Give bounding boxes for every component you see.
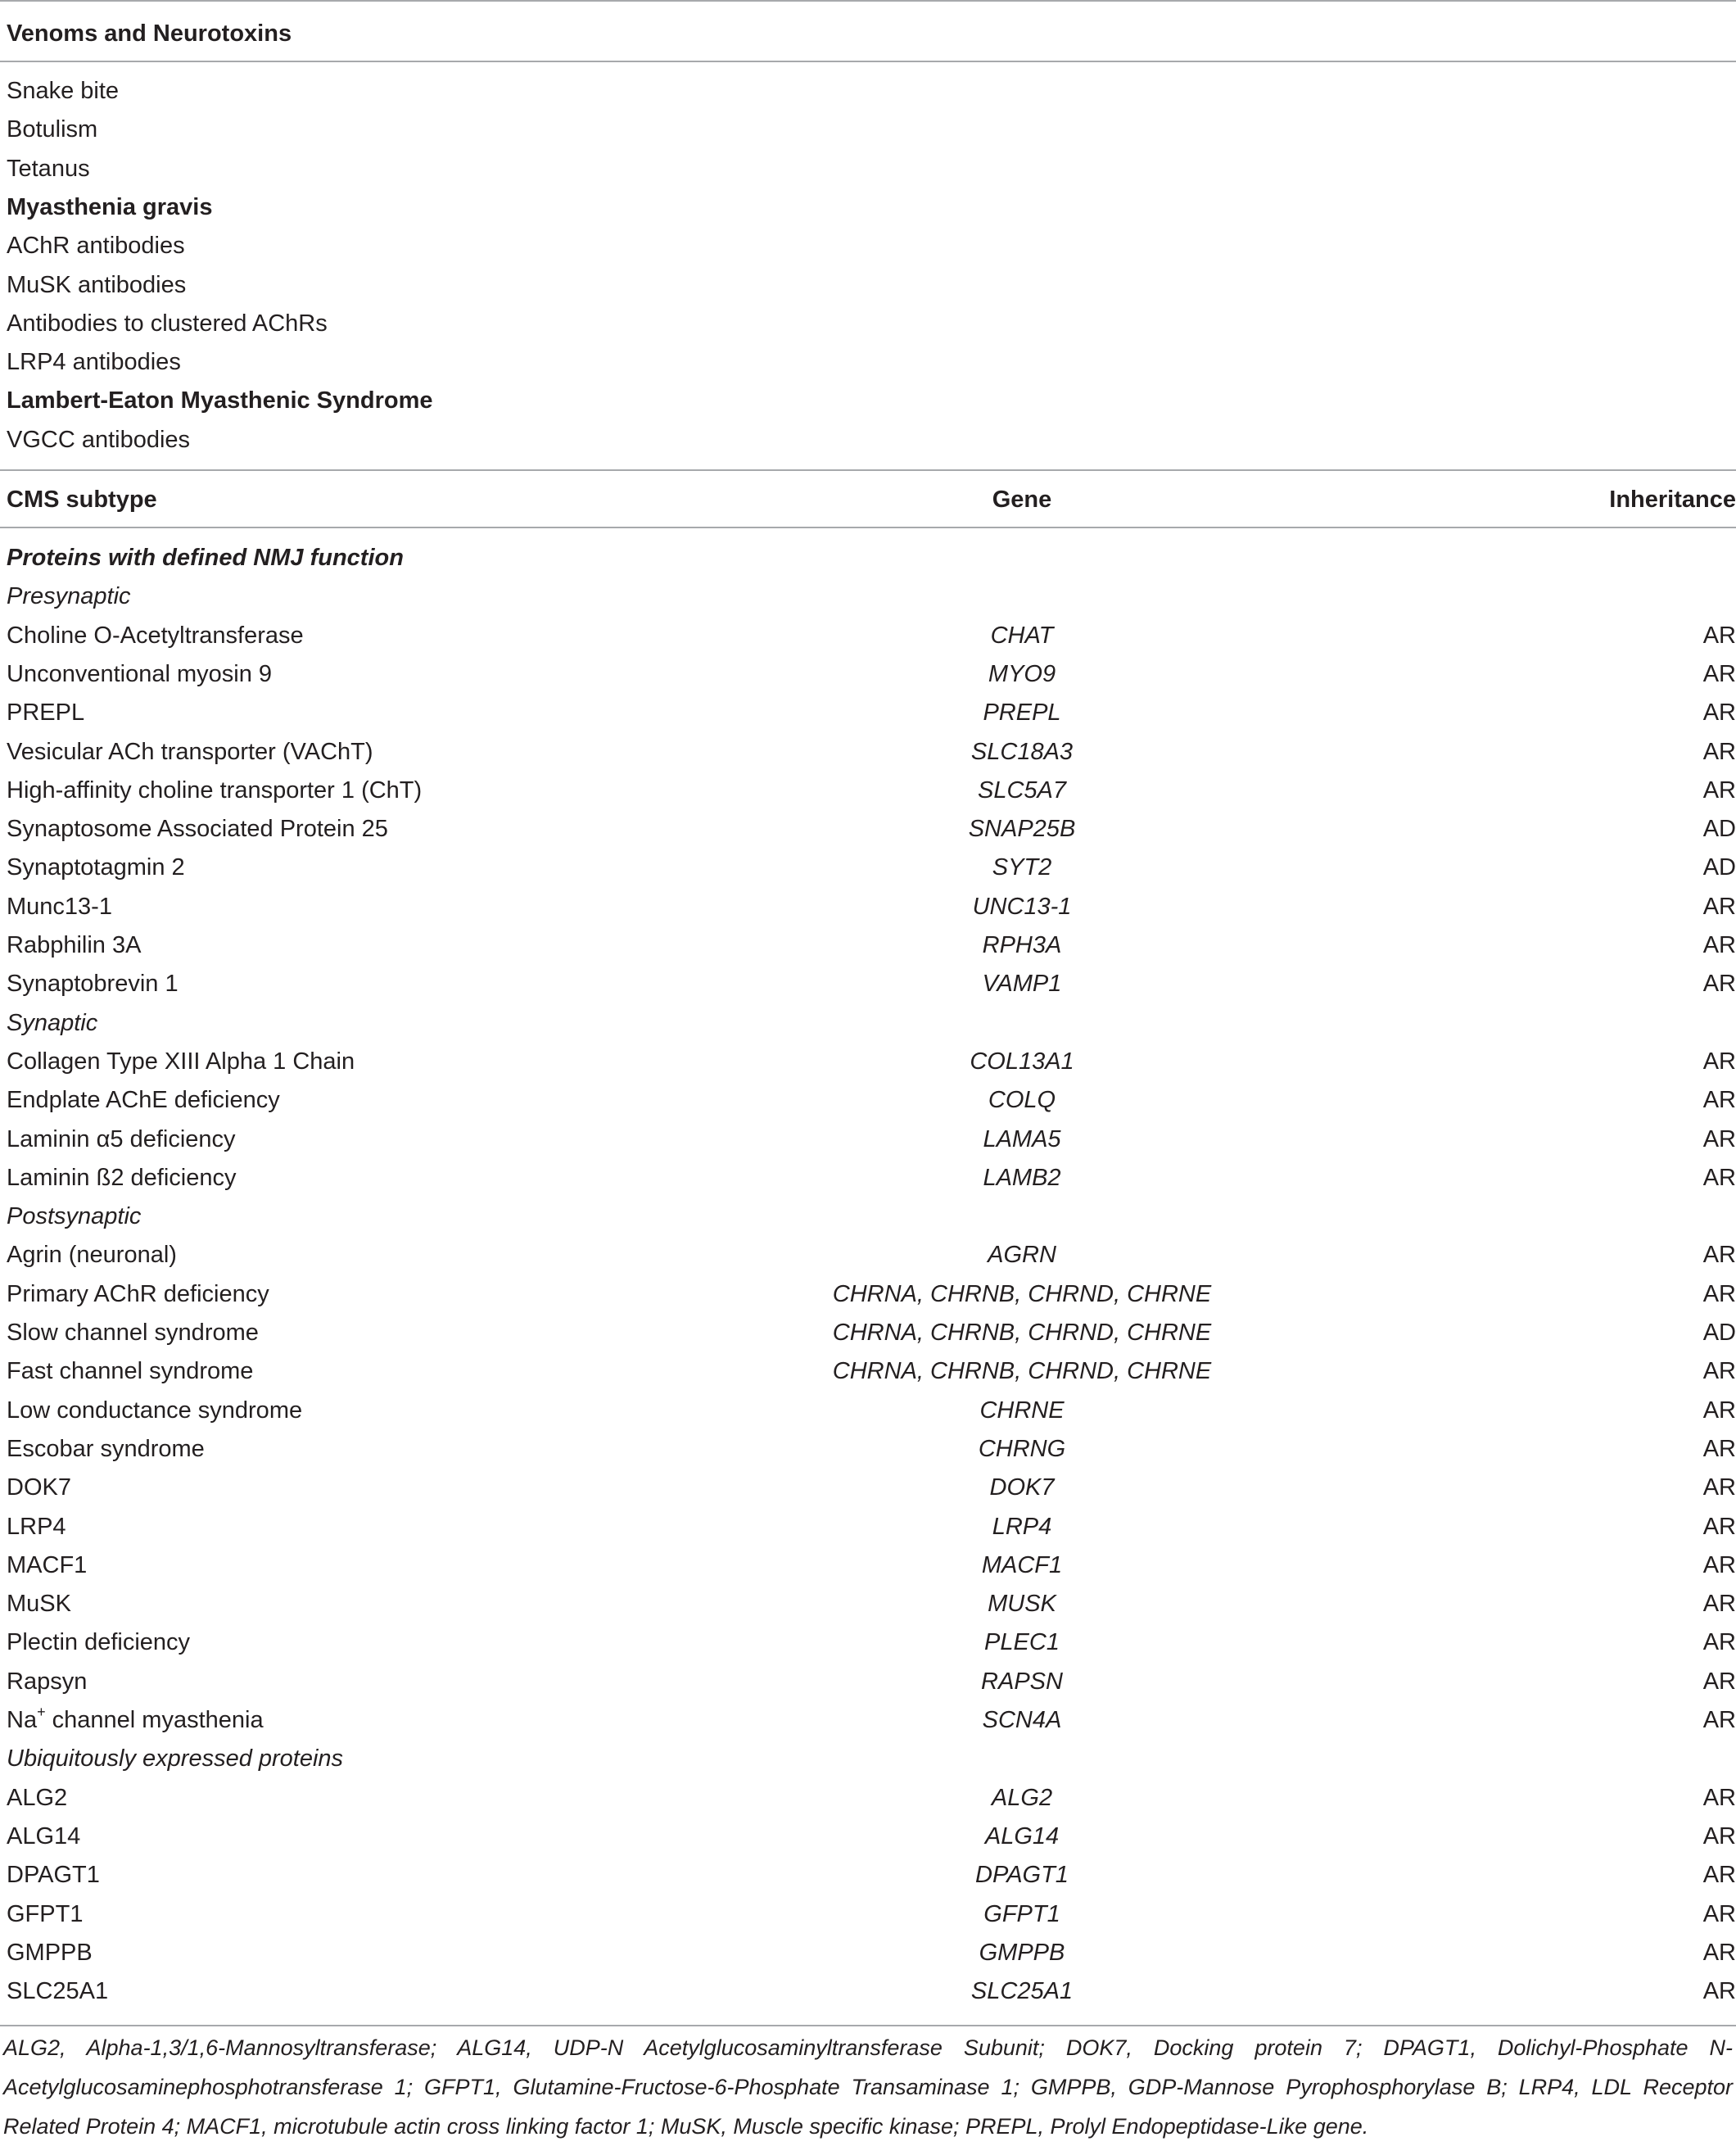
cell-gene: SCN4A <box>982 1707 1062 1733</box>
upper-list-label: VGCC antibodies <box>7 426 191 453</box>
table-row <box>0 1700 1736 1740</box>
table-row <box>0 1158 1736 1198</box>
cell-inheritance: AR <box>1702 1591 1736 1618</box>
cell-cms-subtype: Munc13-1 <box>7 893 112 920</box>
cell-cms-subtype: Na+ channel myasthenia <box>7 1704 264 1733</box>
cell-cms-subtype: Agrin (neuronal) <box>7 1242 177 1269</box>
upper-section-title: Venoms and Neurotoxins <box>7 20 292 47</box>
cell-inheritance: AR <box>1702 932 1736 958</box>
cell-inheritance: AR <box>1702 1862 1736 1889</box>
table-row <box>0 848 1736 887</box>
cell-gene: CHRNA, CHRNB, CHRND, CHRNE <box>832 1280 1212 1307</box>
cell-inheritance: AR <box>1702 1164 1736 1191</box>
cell-cms-subtype: DOK7 <box>7 1474 71 1501</box>
table-row <box>0 1120 1736 1159</box>
cell-gene: LAMA5 <box>983 1125 1061 1152</box>
table-row <box>0 771 1736 810</box>
table-row <box>0 1662 1736 1701</box>
cell-gene: LAMB2 <box>983 1164 1061 1191</box>
subsection-heading: Postsynaptic <box>7 1203 142 1230</box>
upper-list-label: AChR antibodies <box>7 233 185 260</box>
cell-inheritance: AR <box>1702 1513 1736 1540</box>
section-heading: Proteins with defined NMJ function <box>7 545 404 571</box>
cell-cms-subtype: Synaptosome Associated Protein 25 <box>7 816 388 843</box>
cell-inheritance: AR <box>1702 1939 1736 1966</box>
upper-section-title-row <box>0 14 1736 53</box>
table-row <box>0 732 1736 772</box>
table-row <box>0 1972 1736 2011</box>
upper-title-rule <box>0 61 1736 62</box>
upper-list-label: MuSK antibodies <box>7 271 187 298</box>
table-row <box>0 1933 1736 1972</box>
table-bottom-rule <box>0 2025 1736 2026</box>
table-row <box>0 964 1736 1003</box>
subsection-heading-row <box>0 1003 1736 1043</box>
cell-cms-subtype: ALG14 <box>7 1822 81 1849</box>
subsection-heading: Synaptic <box>7 1009 98 1036</box>
upper-list-heading: Myasthenia gravis <box>7 193 213 220</box>
cell-gene: CHRNA, CHRNB, CHRND, CHRNE <box>832 1358 1212 1385</box>
table-row <box>0 1080 1736 1120</box>
cell-gene: LRP4 <box>992 1513 1052 1540</box>
upper-list-item <box>0 110 1736 149</box>
cell-gene: AGRN <box>988 1242 1056 1269</box>
header-gene: Gene <box>992 487 1052 513</box>
table-row <box>0 809 1736 849</box>
cell-inheritance: AR <box>1702 1822 1736 1849</box>
cell-cms-subtype: MACF1 <box>7 1551 88 1578</box>
cell-inheritance: AR <box>1702 1707 1736 1733</box>
cell-cms-subtype: ALG2 <box>7 1784 68 1811</box>
upper-list-item <box>0 265 1736 305</box>
section-heading-row <box>0 538 1736 577</box>
upper-list-label: LRP4 antibodies <box>7 349 181 376</box>
cell-cms-subtype: Fast channel syndrome <box>7 1358 254 1385</box>
top-rule <box>0 0 1736 2</box>
cell-inheritance: AR <box>1702 1280 1736 1307</box>
subsection-heading: Presynaptic <box>7 583 131 610</box>
table-row <box>0 1584 1736 1623</box>
upper-list-label: Botulism <box>7 116 98 143</box>
cell-inheritance: AR <box>1702 699 1736 727</box>
upper-list-label: Snake bite <box>7 78 120 104</box>
cell-inheritance: AD <box>1702 1320 1736 1346</box>
upper-list-item <box>0 226 1736 265</box>
cell-cms-subtype: LRP4 <box>7 1513 66 1540</box>
cell-gene: MUSK <box>988 1591 1056 1618</box>
cell-inheritance: AR <box>1702 1242 1736 1269</box>
cell-inheritance: AR <box>1702 1551 1736 1578</box>
table-row <box>0 1855 1736 1895</box>
header-bottom-rule <box>0 527 1736 528</box>
cell-cms-subtype: Escobar syndrome <box>7 1435 205 1462</box>
cell-gene: ALG14 <box>984 1822 1060 1849</box>
cell-inheritance: AR <box>1702 1668 1736 1695</box>
cell-cms-subtype: Rapsyn <box>7 1668 88 1695</box>
table-row <box>0 1817 1736 1856</box>
cell-gene: CHAT <box>990 622 1054 649</box>
table-row <box>0 616 1736 655</box>
cell-gene: UNC13-1 <box>972 893 1072 920</box>
cell-inheritance: AR <box>1702 1474 1736 1501</box>
cell-gene: MACF1 <box>981 1551 1063 1578</box>
cell-gene: SYT2 <box>992 854 1052 881</box>
table-row <box>0 1274 1736 1314</box>
cell-cms-subtype: Choline O-Acetyltransferase <box>7 622 304 649</box>
subsection-heading-row <box>0 577 1736 616</box>
table-row <box>0 1351 1736 1391</box>
table-row <box>0 1546 1736 1585</box>
upper-list-item <box>0 149 1736 188</box>
cell-cms-subtype: Synaptobrevin 1 <box>7 971 179 998</box>
cell-gene: MYO9 <box>988 660 1056 687</box>
subsection-heading: Ubiquitously expressed proteins <box>7 1745 344 1772</box>
header-top-rule <box>0 469 1736 471</box>
cell-inheritance: AR <box>1702 1397 1736 1424</box>
cell-gene: RAPSN <box>981 1668 1063 1695</box>
table-row <box>0 693 1736 732</box>
cell-cms-subtype: GFPT1 <box>7 1900 84 1927</box>
upper-list-item <box>0 304 1736 343</box>
upper-list-item <box>0 188 1736 227</box>
cell-cms-subtype: Primary AChR deficiency <box>7 1280 269 1307</box>
cell-gene: GMPPB <box>979 1939 1065 1966</box>
cms-header-row <box>0 480 1736 519</box>
cell-gene: CHRNG <box>978 1435 1066 1462</box>
upper-list-item <box>0 71 1736 111</box>
cell-cms-subtype: Synaptotagmin 2 <box>7 854 185 881</box>
cell-inheritance: AR <box>1702 1629 1736 1656</box>
table-row <box>0 1313 1736 1352</box>
cell-gene: SLC25A1 <box>970 1978 1074 2005</box>
table-footnote: ALG2, Alpha-1,3/1,6-Mannosyltransferase; ALG14, UDP-N Acetylglucosaminyltransferase Subunit; DOK7, Docking protein 7; DPAGT1, Dolichyl-Phosphate N-Acetylglucosaminephosphotransferase 1; GFPT1, Glutamine-Fructose-6-Phosphate Transaminase 1; GMPPB, GDP-Mannose Pyrophosphorylase B; LRP4, LDL Receptor Related Protein 4; MACF1, microtubule actin cross linking factor 1; MuSK, Muscle specific kinase; PREPL, Prolyl Endopeptidase-Like gene. <box>3 2035 1733 2139</box>
cell-inheritance: AR <box>1702 1358 1736 1385</box>
cell-gene: ALG2 <box>991 1784 1053 1811</box>
cell-gene: DOK7 <box>989 1474 1055 1501</box>
cell-cms-subtype: Low conductance syndrome <box>7 1397 303 1424</box>
cell-gene: PLEC1 <box>984 1629 1060 1656</box>
cell-gene: SNAP25B <box>968 816 1076 843</box>
table-row <box>0 1507 1736 1546</box>
cell-inheritance: AR <box>1702 1087 1736 1114</box>
cell-cms-subtype: GMPPB <box>7 1939 93 1966</box>
cell-cms-subtype: SLC25A1 <box>7 1978 109 2005</box>
cell-cms-subtype: Vesicular ACh transporter (VAChT) <box>7 738 373 765</box>
upper-list-item <box>0 342 1736 382</box>
cell-cms-subtype: PREPL <box>7 699 85 727</box>
cell-inheritance: AR <box>1702 1900 1736 1927</box>
table-row <box>0 1623 1736 1662</box>
cell-cms-subtype: Endplate AChE deficiency <box>7 1087 280 1114</box>
cell-inheritance: AD <box>1702 816 1736 843</box>
cell-gene: DPAGT1 <box>975 1862 1069 1889</box>
header-inheritance: Inheritance <box>1609 487 1736 513</box>
cell-cms-subtype: Slow channel syndrome <box>7 1320 259 1346</box>
table-row <box>0 1895 1736 1934</box>
cell-inheritance: AR <box>1702 738 1736 765</box>
cell-gene: CHRNE <box>979 1397 1065 1424</box>
table-row <box>0 1429 1736 1469</box>
cell-inheritance: AR <box>1702 971 1736 998</box>
cell-gene: CHRNA, CHRNB, CHRND, CHRNE <box>832 1320 1212 1346</box>
cell-gene: COL13A1 <box>970 1048 1074 1075</box>
cell-inheritance: AR <box>1702 622 1736 649</box>
cell-gene: COLQ <box>988 1087 1056 1114</box>
cell-cms-subtype: High-affinity choline transporter 1 (ChT) <box>7 776 423 804</box>
cell-inheritance: AR <box>1702 1048 1736 1075</box>
table-row <box>0 1468 1736 1507</box>
upper-list-heading: Lambert-Eaton Myasthenic Syndrome <box>7 387 433 414</box>
table-row <box>0 887 1736 926</box>
table-row <box>0 1778 1736 1818</box>
cell-gene: GFPT1 <box>983 1900 1060 1927</box>
cell-cms-subtype: Plectin deficiency <box>7 1629 191 1656</box>
upper-list-label: Antibodies to clustered AChRs <box>7 310 328 337</box>
cell-cms-subtype: Unconventional myosin 9 <box>7 660 273 687</box>
cell-cms-subtype: Laminin ß2 deficiency <box>7 1164 237 1191</box>
cell-inheritance: AR <box>1702 660 1736 687</box>
cell-inheritance: AR <box>1702 893 1736 920</box>
table-row <box>0 1235 1736 1274</box>
cell-cms-subtype: DPAGT1 <box>7 1862 100 1889</box>
table-row <box>0 926 1736 965</box>
upper-list-item <box>0 420 1736 460</box>
table-row <box>0 1042 1736 1081</box>
upper-list-label: Tetanus <box>7 155 90 182</box>
subsection-heading-row <box>0 1197 1736 1236</box>
cell-inheritance: AR <box>1702 1435 1736 1462</box>
header-cms-subtype: CMS subtype <box>7 487 157 513</box>
table-row <box>0 1391 1736 1430</box>
subsection-heading-row <box>0 1739 1736 1778</box>
cell-inheritance: AR <box>1702 776 1736 804</box>
cell-inheritance: AR <box>1702 1125 1736 1152</box>
cell-cms-subtype: Collagen Type XIII Alpha 1 Chain <box>7 1048 355 1075</box>
cell-inheritance: AR <box>1702 1978 1736 2005</box>
cell-cms-subtype: Laminin α5 deficiency <box>7 1125 236 1152</box>
cell-gene: SLC18A3 <box>970 738 1074 765</box>
cell-gene: SLC5A7 <box>977 776 1067 804</box>
upper-list-item <box>0 381 1736 420</box>
table-row <box>0 654 1736 694</box>
cell-gene: RPH3A <box>982 932 1062 958</box>
cell-inheritance: AR <box>1702 1784 1736 1811</box>
cell-gene: VAMP1 <box>982 971 1062 998</box>
cell-cms-subtype: MuSK <box>7 1591 71 1618</box>
cell-cms-subtype: Rabphilin 3A <box>7 932 142 958</box>
cell-inheritance: AD <box>1702 854 1736 881</box>
cell-gene: PREPL <box>983 699 1061 727</box>
